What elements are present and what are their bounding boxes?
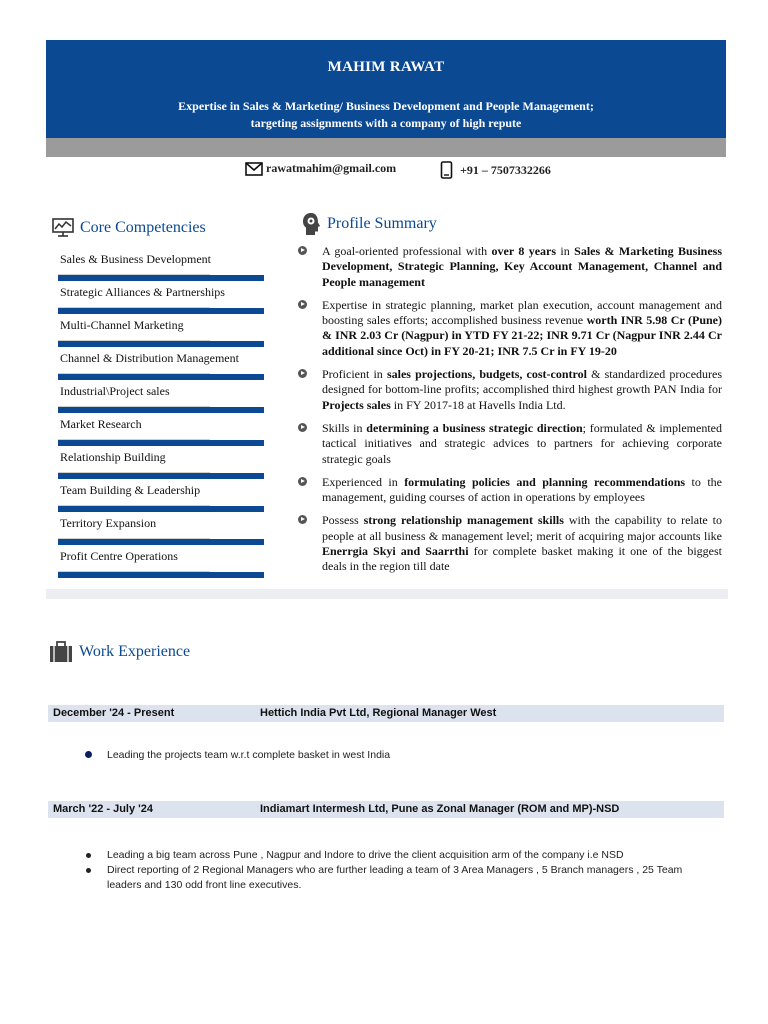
summary-text: Proficient in — [322, 367, 387, 382]
chart-monitor-icon — [52, 218, 74, 238]
header-banner — [46, 40, 726, 138]
summary-text: A goal-oriented professional with — [322, 244, 492, 258]
circle-play-bullet-icon — [298, 369, 307, 378]
profile-summary-list — [298, 244, 722, 583]
profile-summary-label: Profile Summary — [327, 215, 437, 232]
competency-bar — [58, 473, 264, 479]
summary-bold-text: over 8 years — [491, 244, 557, 258]
job-point: Leading the projects team w.r.t complete basket in west India — [84, 748, 704, 763]
briefcase-icon — [49, 641, 73, 663]
competency-item: Profit Centre Operations — [60, 549, 178, 563]
header-grey-stripe — [46, 138, 726, 157]
competency-item: Team Building & Leadership — [60, 483, 201, 497]
summary-text: with the capability to relate to people at all business & management level; merit of acquiring major accounts like — [322, 513, 722, 543]
circle-play-bullet-icon — [298, 515, 307, 524]
competency-item: Strategic Alliances & Partnerships — [60, 285, 225, 299]
summary-text: Skills in — [322, 420, 367, 435]
profile-summary-title — [302, 212, 437, 236]
email-text[interactable]: rawatmahim@gmail.com — [266, 161, 397, 175]
phone-contact[interactable] — [440, 161, 551, 179]
circle-play-bullet-icon — [298, 477, 307, 486]
competency-item: Territory Expansion — [60, 516, 157, 530]
summary-bold-text: sales projections, budgets, cost-control — [386, 367, 587, 382]
competency-bar — [58, 506, 264, 512]
tagline-line-1: Expertise in Sales & Marketing/ Business Development and People Management; — [178, 99, 594, 113]
core-competencies-title — [52, 218, 206, 238]
core-competencies-label: Core Competencies — [80, 219, 206, 236]
summary-bold-text: Sales & Marketing Business Development, Strategic Planning, Key Account Management, Channel and People management — [322, 244, 722, 289]
summary-text: in — [556, 244, 575, 258]
competency-item: Sales & Business Development — [60, 252, 211, 266]
summary-bold-text: Projects sales — [322, 397, 391, 412]
phone-text[interactable]: +91 – 7507332266 — [460, 162, 551, 177]
job-date: March '22 - July '24 — [53, 803, 153, 815]
summary-bold-text: worth INR 5.98 Cr (Pune) & INR 2.03 Cr (Nagpur) in YTD FY 21-22; INR 9.71 Cr (Nagpur INR 2.44 Cr additional since Oct) in FY 20-21; INR 7.5 Cr in FY 19-20 — [322, 313, 722, 358]
job-date: December '24 - Present — [53, 707, 175, 719]
head-gear-icon — [302, 212, 321, 236]
work-experience-label: Work Experience — [79, 643, 191, 660]
circle-play-bullet-icon — [298, 246, 307, 255]
summary-text: Experienced in — [322, 474, 405, 489]
candidate-name: MAHIM RAWAT — [327, 59, 445, 75]
profile-summary-bullet — [298, 475, 722, 506]
competency-item: Industrial\Project sales — [60, 384, 170, 398]
tagline — [46, 98, 726, 132]
mobile-phone-icon — [440, 161, 453, 179]
circle-play-bullet-icon — [298, 423, 307, 432]
profile-summary-bullet — [298, 367, 722, 413]
job-point: Leading a big team across Pune , Nagpur and Indore to drive the client acquisition arm of the company i.e NSD — [84, 848, 704, 863]
email-contact[interactable] — [245, 161, 396, 176]
job-company: Indiamart Intermesh Ltd, Pune as Zonal Manager (ROM and MP)-NSD — [260, 803, 620, 815]
summary-text: & standardized procedures designed for bottom-line profits; accomplished third highest growth PAN India for — [322, 367, 723, 397]
envelope-icon — [245, 162, 263, 176]
summary-text: ; formulated & implemented tactical initiatives and strategic advices to partners for achieving corporate strategic goals — [322, 420, 722, 466]
profile-summary-bullet — [298, 421, 722, 467]
competency-bar — [58, 374, 264, 380]
profile-summary-bullet — [298, 513, 722, 574]
job-point: Direct reporting of 2 Regional Managers who are further leading a team of 3 Area Managers , 5 Branch managers , 25 Team leaders and 130 odd front line executives. — [84, 863, 704, 893]
job-points — [84, 748, 704, 763]
competency-bar — [58, 572, 264, 578]
summary-bold-text: strong relationship management skills — [363, 513, 564, 528]
competency-item: Channel & Distribution Management — [60, 351, 239, 365]
summary-bold-text: determining a business strategic direction — [366, 420, 583, 435]
tagline-line-2: targeting assignments with a company of high repute — [250, 116, 522, 130]
profile-summary-bullet — [298, 298, 722, 359]
summary-text: for complete basket making it one of the biggest deals in the region till date — [322, 544, 722, 574]
competency-bar — [58, 308, 264, 314]
summary-text: Expertise in strategic planning, market plan execution, account management and boosting sales efforts; accomplished business revenue — [322, 297, 722, 328]
competency-bar — [58, 407, 264, 413]
circle-play-bullet-icon — [298, 300, 307, 309]
job-points — [84, 848, 704, 893]
competency-bar — [58, 539, 264, 545]
competency-item: Market Research — [60, 417, 142, 431]
job-header-row — [48, 801, 724, 818]
competency-item: Multi-Channel Marketing — [60, 318, 184, 332]
summary-bold-text: Enerrgia Skyi and Saarrthi — [322, 544, 469, 559]
job-header-row — [48, 705, 724, 722]
section-separator-band — [46, 589, 728, 599]
summary-bold-text: formulating policies and planning recommendations — [404, 474, 686, 489]
work-experience-title — [49, 641, 190, 663]
competency-item: Relationship Building — [60, 450, 166, 464]
competency-bar — [58, 275, 264, 281]
summary-text: Possess — [322, 513, 364, 528]
profile-summary-bullet — [298, 244, 722, 290]
competency-bar — [58, 440, 264, 446]
summary-text: to the management, guiding courses of action in operations by employees — [322, 474, 722, 505]
competency-bar — [58, 341, 264, 347]
job-company: Hettich India Pvt Ltd, Regional Manager West — [260, 707, 497, 719]
summary-text: in FY 2017-18 at Havells India Ltd. — [390, 397, 566, 412]
